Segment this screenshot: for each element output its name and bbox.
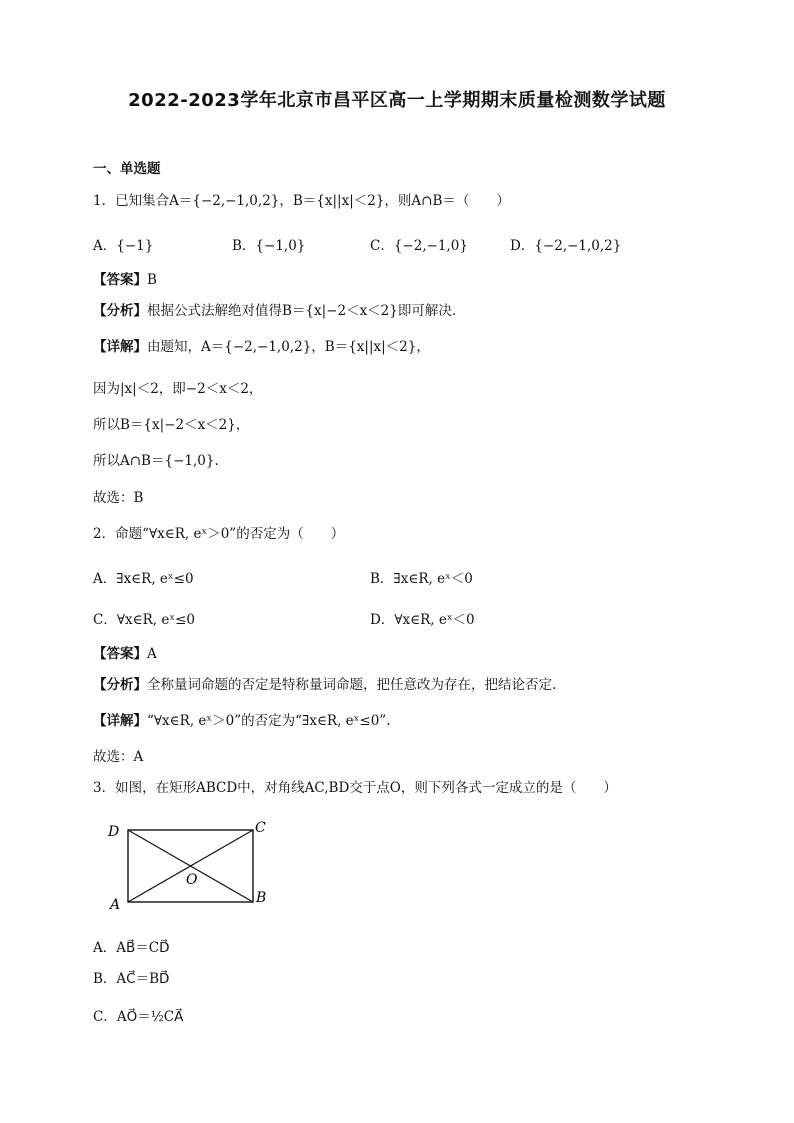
center-label-o: O <box>186 872 198 888</box>
answer-value: A <box>147 646 157 662</box>
q1-option-c: C．{−2,−1,0} <box>370 238 468 254</box>
answer-label: 【答案】 <box>93 272 147 288</box>
vertex-label-b: B <box>256 890 267 906</box>
q1-option-b: B．{−1,0} <box>232 238 306 254</box>
q2-conclusion: 故选：A <box>93 749 144 765</box>
detail-label: 【详解】 <box>93 339 147 355</box>
analysis-label: 【分析】 <box>93 303 147 319</box>
page-title: 2022-2023学年北京市昌平区高一上学期期末质量检测数学试题 <box>128 90 666 111</box>
q1-option-a: A．{−1} <box>93 238 154 254</box>
q1-option-d: D．{−2,−1,0,2} <box>510 238 622 254</box>
section-heading: 一、单选题 <box>93 161 161 177</box>
q2-option-c: C．∀x∈R, eˣ≤0 <box>93 612 195 628</box>
vertex-label-d: D <box>108 824 120 840</box>
q1-analysis <box>93 302 456 320</box>
q2-answer <box>93 645 157 663</box>
answer-label: 【答案】 <box>93 646 147 662</box>
detail-text: 由题知，A＝{−2,−1,0,2}，B＝{x||x|＜2}， <box>147 339 430 355</box>
q1-step-1: 因为|x|＜2，即−2＜x＜2， <box>93 381 263 397</box>
vertex-label-c: C <box>255 820 266 836</box>
detail-label: 【详解】 <box>93 713 147 729</box>
q2-analysis <box>93 676 556 694</box>
q1-stem: 1．已知集合A＝{−2,−1,0,2}，B＝{x||x|＜2}，则A∩B＝（ ） <box>93 193 510 209</box>
q1-conclusion: 故选：B <box>93 490 144 506</box>
q3-option-c: C．AO⃗＝½CA⃗ <box>93 1009 184 1025</box>
analysis-text: 全称量词命题的否定是特称量词命题，把任意改为存在，把结论否定. <box>147 677 557 693</box>
q1-detail <box>93 338 430 356</box>
rectangle-figure <box>100 816 280 916</box>
q1-step-2: 所以B＝{x|−2＜x＜2}， <box>93 417 250 433</box>
q2-option-d: D．∀x∈R, eˣ＜0 <box>370 612 475 628</box>
vertex-label-a: A <box>110 897 121 913</box>
q2-stem: 2．命题“∀x∈R, eˣ＞0”的否定为（ ） <box>93 526 345 542</box>
q1-answer <box>93 271 157 289</box>
q1-step-3: 所以A∩B＝{−1,0}. <box>93 453 219 469</box>
q2-option-b: B．∃x∈R, eˣ＜0 <box>370 571 473 587</box>
q2-option-a: A．∃x∈R, eˣ≤0 <box>93 571 194 587</box>
analysis-text: 根据公式法解绝对值得B＝{x|−2＜x＜2}即可解决. <box>147 303 457 319</box>
q2-detail <box>93 712 391 730</box>
q3-option-b: B．AC⃗＝BD⃗ <box>93 971 170 987</box>
detail-text: “∀x∈R, eˣ＞0”的否定为“∃x∈R, eˣ≤0”. <box>147 713 391 729</box>
q3-stem: 3．如图，在矩形ABCD中，对角线AC,BD交于点O，则下列各式一定成立的是（ ） <box>93 780 617 796</box>
answer-value: B <box>147 272 157 288</box>
q3-option-a: A．AB⃗＝CD⃗ <box>93 940 170 956</box>
analysis-label: 【分析】 <box>93 677 147 693</box>
